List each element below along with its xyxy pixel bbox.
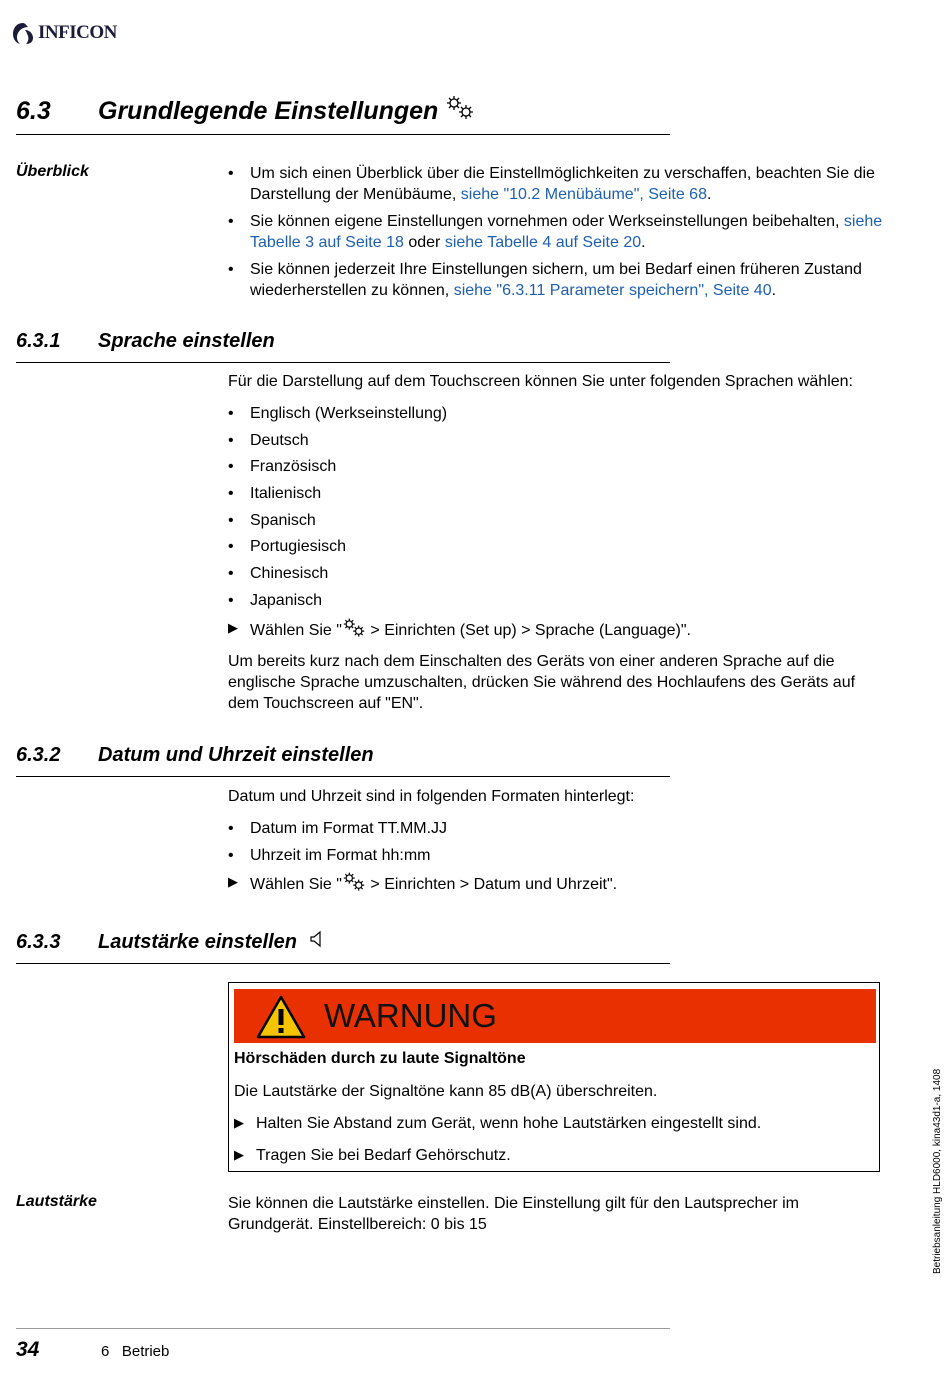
section-title: Grundlegende Einstellungen [98, 97, 439, 125]
document-id: Betriebsanleitung HLD6000, kina43d1-a, 1408 [932, 1068, 943, 1274]
warning-label: WARNUNG [324, 997, 497, 1034]
overview-bullet: • Sie können jederzeit Ihre Einstellungen sichern, um bei Bedarf einen früheren Zustand wiederherstellen zu können, siehe "6.3.11 Parameter speichern", Seite 40. [228, 259, 888, 301]
subsection-title: Datum und Uhrzeit einstellen [98, 744, 374, 766]
warning-triangle-icon [256, 995, 306, 1039]
language-step: ▶ Wählen Sie " > Einrichten (Set up) > Sprache (Language)". [228, 617, 888, 641]
step-arrow-icon: ▶ [228, 619, 238, 635]
cross-reference-link[interactable]: siehe "10.2 Menübäume", Seite 68 [460, 186, 707, 203]
language-item: • Portugiesisch [228, 536, 888, 557]
overview-label: Überblick [16, 163, 89, 180]
language-item: • Deutsch [228, 430, 888, 451]
subsection-title: Sprache einstellen [98, 330, 275, 352]
language-body [228, 371, 888, 714]
overview-list [228, 163, 888, 307]
language-heading [16, 330, 670, 363]
language-item: • Französisch [228, 456, 888, 477]
datetime-step: ▶ Wählen Sie " > Einrichten > Datum und Uhrzeit". [228, 871, 888, 895]
step-arrow-icon: ▶ [234, 1115, 244, 1130]
inficon-logo [12, 20, 117, 46]
format-item: • Datum im Format TT.MM.JJ [228, 818, 888, 839]
settings-gear-icon [342, 871, 366, 893]
datetime-heading [16, 744, 670, 777]
settings-gear-icon [342, 617, 366, 639]
chapter-label: 6 Betrieb [101, 1343, 170, 1360]
warning-heading: Hörschäden durch zu laute Signaltöne [234, 1050, 526, 1067]
language-note: Um bereits kurz nach dem Einschalten des Geräts von einer anderen Sprache auf die englische Sprache umzuschalten, drücken Sie während des Hochlaufens des Geräts auf dem Touchscreen auf "EN". [228, 652, 856, 712]
language-item: • Japanisch [228, 590, 888, 611]
page-number: 34 [16, 1338, 40, 1361]
warning-text: Die Lautstärke der Signaltöne kann 85 dB(A) überschreiten. [234, 1083, 658, 1100]
volume-label: Lautstärke [16, 1193, 97, 1210]
overview-bullet: • Um sich einen Überblick über die Einstellmöglichkeiten zu verschaffen, beachten Sie die Darstellung der Menübäume, siehe "10.2 Menübäume", Seite 68. [228, 163, 888, 205]
language-list [228, 403, 888, 611]
overview-bullet: • Sie können eigene Einstellungen vornehmen oder Werkseinstellungen beibehalten, siehe Tabelle 3 auf Seite 18 oder siehe Tabelle 4 auf Seite 20. [228, 211, 888, 253]
language-intro: Für die Darstellung auf dem Touchscreen können Sie unter folgenden Sprachen wählen: [228, 373, 853, 390]
warning-step: ▶ Tragen Sie bei Bedarf Gehörschutz. [234, 1147, 511, 1164]
language-item: • Chinesisch [228, 563, 888, 584]
section-number: 6.3 [16, 97, 51, 125]
datetime-body [228, 786, 888, 895]
logo-text: INFICON [38, 22, 117, 43]
datetime-format-list [228, 818, 888, 866]
logo-mark-icon [12, 21, 34, 45]
format-item: • Uhrzeit im Format hh:mm [228, 845, 888, 866]
volume-description: Sie können die Lautstärke einstellen. Die Einstellung gilt für den Lautsprecher im Grundgerät. Einstellbereich: 0 bis 15 [228, 1195, 799, 1233]
step-arrow-icon: ▶ [228, 874, 238, 890]
subsection-number: 6.3.1 [16, 330, 61, 352]
speaker-icon [309, 930, 325, 948]
subsection-number: 6.3.2 [16, 744, 61, 766]
settings-gear-icon [445, 94, 475, 122]
subsection-number: 6.3.3 [16, 931, 61, 953]
subsection-title: Lautstärke einstellen [98, 931, 297, 953]
footer-divider [16, 1328, 670, 1329]
section-heading [16, 94, 670, 135]
step-arrow-icon: ▶ [234, 1147, 244, 1162]
cross-reference-link[interactable]: siehe Tabelle 4 auf Seite 20 [444, 234, 642, 251]
language-item: • Spanisch [228, 510, 888, 531]
warning-box [228, 982, 880, 1172]
language-item: • Italienisch [228, 483, 888, 504]
volume-heading [16, 930, 670, 964]
warning-banner [234, 989, 876, 1043]
language-item: • Englisch (Werkseinstellung) [228, 403, 888, 424]
warning-step: ▶ Halten Sie Abstand zum Gerät, wenn hohe Lautstärken eingestellt sind. [234, 1115, 762, 1132]
datetime-intro: Datum und Uhrzeit sind in folgenden Formaten hinterlegt: [228, 788, 635, 805]
cross-reference-link[interactable]: siehe Tabelle 3 auf Seite 18 [250, 213, 883, 251]
cross-reference-link[interactable]: siehe "6.3.11 Parameter speichern", Seite 40 [453, 282, 772, 299]
